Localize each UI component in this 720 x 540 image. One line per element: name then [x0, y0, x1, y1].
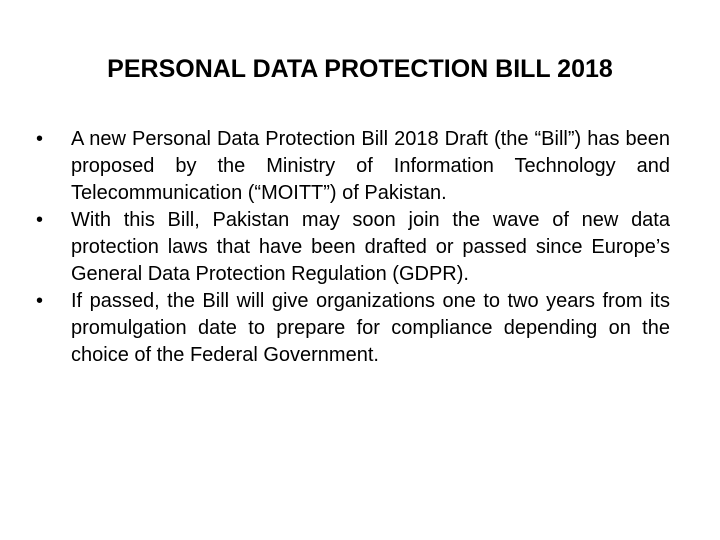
bullet-text: If passed, the Bill will give organizations one to two years from its promulgation date to prepare for compliance depending on the choice of the Federal Government.	[71, 290, 670, 366]
bullet-item-3	[36, 288, 670, 369]
bullet-text: With this Bill, Pakistan may soon join the wave of new data protection laws that have been drafted or passed since Europe’s General Data Protection Regulation (GDPR).	[71, 209, 670, 285]
slide-title: PERSONAL DATA PROTECTION BILL 2018	[107, 55, 613, 83]
bullet-list	[36, 126, 670, 369]
bullet-text: A new Personal Data Protection Bill 2018 Draft (the “Bill”) has been proposed by the Ministry of Information Technology and Telecommunication (“MOITT”) of Pakistan.	[71, 128, 670, 204]
bullet-item-1	[36, 126, 670, 207]
bullet-item-2	[36, 207, 670, 288]
bullet-icon: •	[36, 209, 44, 231]
bullet-icon: •	[36, 290, 44, 312]
bullet-icon: •	[36, 128, 44, 150]
